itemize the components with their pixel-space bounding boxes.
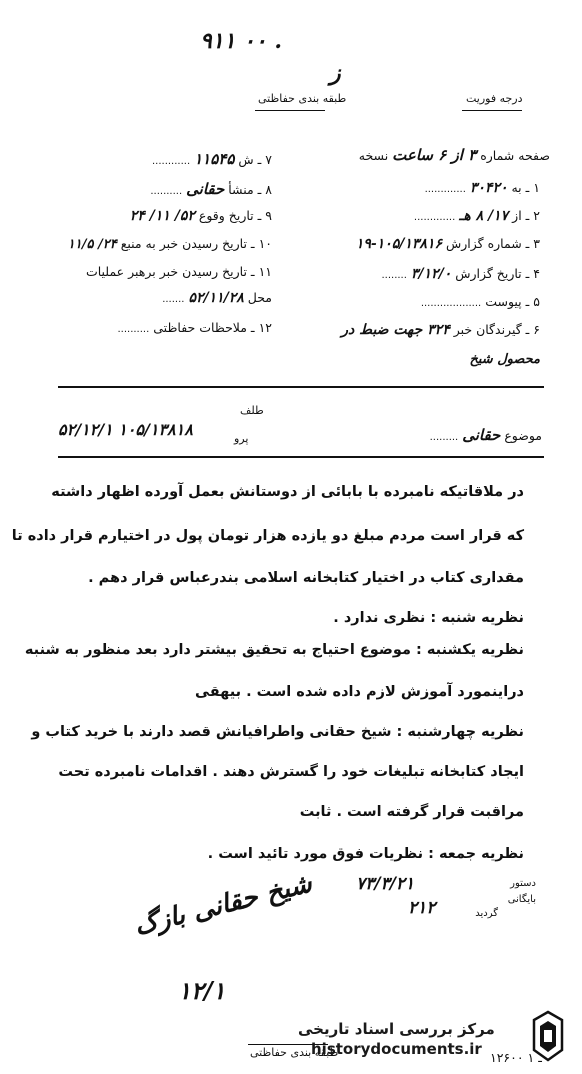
field-8-label: ۸ ـ منشأ xyxy=(228,182,272,197)
ref-top-label: طلف xyxy=(240,404,264,417)
field-11 xyxy=(86,264,272,279)
top-handwriting: ۹۱۱ ۰۰ . xyxy=(200,28,283,54)
field-1: ۱ ـ به ۳۰۴۲۰ ............. xyxy=(424,180,540,196)
field-11-label: ۱۱ ـ تاریخ رسیدن خبر برهبر عملیات xyxy=(85,264,272,279)
body-line: دراینمورد آموزش لازم داده شده است . بیهقی xyxy=(195,684,524,700)
watermark-logo-icon xyxy=(528,1010,568,1062)
footer-classification-label: طبقه بندی حفاظتی xyxy=(250,1046,339,1059)
page-number-field xyxy=(359,146,550,164)
stamp-line-2: ۲۱۲ xyxy=(408,898,436,918)
center-mark: ز xyxy=(330,60,341,86)
divider-top xyxy=(58,386,544,388)
body-line: مراقبت قرار گرفته است . ثابت xyxy=(299,804,524,820)
watermark-title: مرکز بررسی اسناد تاریخی xyxy=(298,1020,495,1038)
page-tail: نسخه xyxy=(358,148,389,163)
field-2-label: ۲ ـ از xyxy=(512,208,540,223)
body-line: نظریه جمعه : نظریات فوق مورد تائید است . xyxy=(207,846,524,862)
stamp-line-1: ۷۳/۳/۲۱ xyxy=(356,874,415,894)
field-2: ۲ ـ از ۱۷/ ۸ هـ ............. xyxy=(413,208,540,224)
priority-underline xyxy=(462,110,522,111)
subject-label: موضوع xyxy=(504,428,542,443)
field-6 xyxy=(341,322,540,338)
footer-code: ۱۲۶۰۰ ـ ۱ xyxy=(490,1050,542,1065)
body-line: مقداری کتاب در اختیار کتابخانه اسلامی بندرعباس قرار دهم . xyxy=(88,570,524,586)
field-5: ۵ ـ پیوست ................... xyxy=(420,294,540,309)
field-3 xyxy=(356,236,540,252)
field-10-label: ۱۰ ـ تاریخ رسیدن خبر به منبع xyxy=(120,236,272,251)
field-6-value: ۳۲۴ جهت ضبط در xyxy=(341,322,450,338)
body-line: نظریه چهارشنبه : شیخ حقانی واطرافیانش قصد دارند با خرید کتاب و xyxy=(31,724,524,740)
ref-value: ۵۲/۱۲/۱ ۱۰۵/۱۳۸۱۸ xyxy=(58,420,193,439)
stamp-label-1: دستور xyxy=(510,878,536,889)
body-line: ایجاد کتابخانه تبلیغات خود را گسترش دهند . اقدامات نامبرده تحت xyxy=(58,764,524,780)
field-1-value: ۳۰۴۲۰ xyxy=(469,180,508,196)
field-12-label: ۱۲ ـ ملاحظات حفاظتی xyxy=(153,320,272,335)
body-line: در ملاقاتیکه نامبرده با بابائی از دوستانش بعمل آورده اظهار داشته xyxy=(51,484,524,500)
page-number-label: شماره xyxy=(480,148,515,163)
field-11-location: محل ۵۲/۱۱/۲۸ ....... xyxy=(162,290,272,306)
body-line: که قرار است مردم مبلغ دو یازده هزار تومان پول در اختیارم قرار داده تا xyxy=(11,528,524,544)
priority-label: درجه فوریت xyxy=(466,92,523,105)
stamp-label-3: گردید xyxy=(475,908,498,919)
field-12: ۱۲ ـ ملاحظات حفاظتی .......... xyxy=(117,320,272,335)
field-1-label: ۱ ـ به xyxy=(511,180,540,195)
page-handwriting: ۳ از ۶ ساعت xyxy=(392,146,477,164)
field-2-value: ۱۷/ ۸ هـ xyxy=(459,208,509,224)
field-7: ۷ ـ ش ۱۱۵۴۵ ............ xyxy=(151,150,272,168)
field-10 xyxy=(68,236,272,252)
field-8-value: حقانی xyxy=(186,180,225,198)
body-line: نظریه یکشنبه : موضوع احتیاج به تحقیق بیشتر دارد بعد منظور به شنبه xyxy=(24,642,524,658)
field-6-continuation: محصول شیخ xyxy=(469,352,540,367)
signature-number: ۱۲/۱ xyxy=(178,976,226,1005)
header-classification-label: طبقه بندی حفاظتی xyxy=(258,92,347,105)
watermark-url: historydocuments.ir xyxy=(311,1040,482,1058)
field-4: ۴ ـ تاریخ گزارش ۳/۱۲/۰ ........ xyxy=(381,266,540,282)
body-line: نظریه شنبه : نظری ندارد . xyxy=(333,610,524,626)
stamp-label-2: بایگانی xyxy=(507,894,536,905)
divider-subject xyxy=(58,456,544,458)
handwritten-signature: شیخ حقانی بازگ xyxy=(131,868,315,942)
field-10-value: ۲۴/ ۱۱/۵ xyxy=(67,237,117,252)
field-6-label: ۶ ـ گیرندگان خبر xyxy=(453,322,540,337)
field-7-label: ۷ ـ ش xyxy=(238,152,272,167)
subject-row: موضوع حقانی ......... xyxy=(429,426,542,444)
field-11-value: ۵۲/۱۱/۲۸ xyxy=(188,290,244,306)
page-prefix: صفحه xyxy=(518,148,550,163)
field-9-label: ۹ ـ تاریخ وقوع xyxy=(198,208,272,223)
field-3-label: ۳ ـ شماره گزارش xyxy=(445,236,540,251)
field-11-sub: محل xyxy=(247,290,272,305)
field-9 xyxy=(130,208,272,224)
field-3-value: ۱۰۵/۱۳۸۱۶-۱۹ xyxy=(355,236,442,252)
field-5-label: ۵ ـ پیوست xyxy=(485,294,540,309)
subject-value: حقانی xyxy=(462,426,501,444)
field-8: ۸ ـ منشأ حقانی .......... xyxy=(150,180,272,198)
archive-stamp xyxy=(350,874,538,924)
header-underline xyxy=(255,110,325,111)
field-4-label: ۴ ـ تاریخ گزارش xyxy=(455,266,540,281)
field-9-value: ۵۲/ ۱۱/ ۲۴ xyxy=(129,208,195,224)
field-7-value: ۱۱۵۴۵ xyxy=(194,150,235,168)
ref-bottom-label: پرو xyxy=(234,432,249,445)
field-4-value: ۳/۱۲/۰ xyxy=(410,266,452,282)
